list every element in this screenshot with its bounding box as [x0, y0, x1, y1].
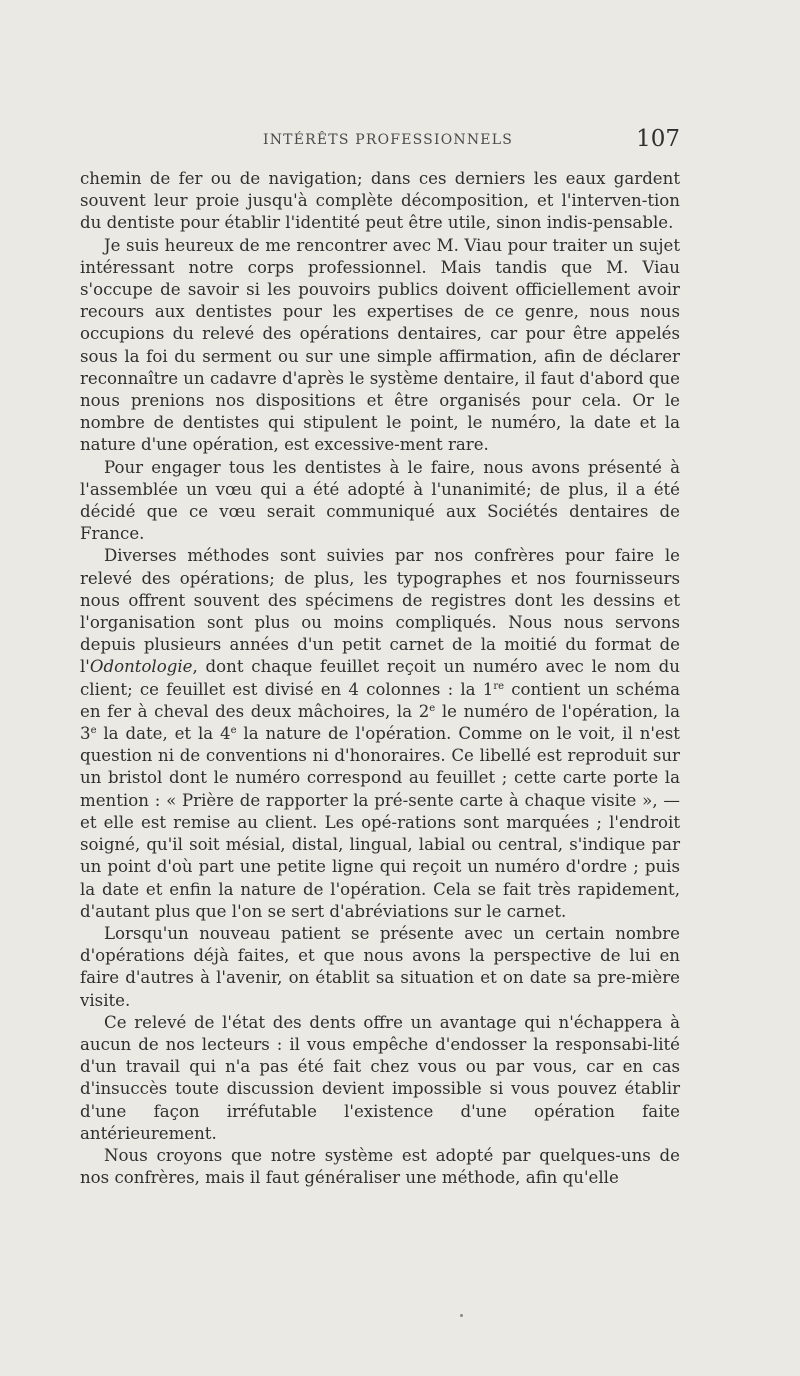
print-speck	[460, 1314, 463, 1317]
ordinal-suffix: e	[90, 725, 97, 737]
paragraph-continuation: chemin de fer ou de navigation; dans ces derniers les eaux gardent souvent leur proie jusqu'à complète décomposition, et l'interven-tion du dentiste pour établir l'identité peut être utile, sinon indis-pensable.	[80, 169, 680, 233]
ordinal-suffix: e	[429, 702, 436, 714]
body-text	[80, 168, 680, 1189]
journal-title: Odontologie	[89, 657, 193, 677]
page-header	[96, 128, 680, 152]
paragraph-viau: Je suis heureux de me rencontrer avec M. Viau pour traiter un sujet intéressant notre corps professionnel. Mais tandis que M. Viau s'occupe de savoir si les pouvoirs publics doivent officiellement avoir recours aux dentistes pour les expertises de ce genre, nous nous occupions du relevé des opérations dentaires, car pour être appelés sous la foi du serment ou sur une simple affirmation, afin de déclarer reconnaître un cadavre d'après le système dentaire, il faut d'abord que nous prenions nos dispositions et être organisés pour cela. Or le nombre de dentistes qui stipulent le point, le numéro, la date et la nature d'une opération, est excessive-ment rare.	[80, 235, 680, 455]
text-segment: la nature de l'opération. Comme on le voit, il n'est question ni de conventions ni d'honoraires. Ce libellé est reproduit sur un bristol dont le numéro correspond au feuillet ; cette carte porte la mention : « Prière de rapporter la pré-sente carte à chaque visite », — et elle est remise au client. Les opé-rations sont marquées ; l'endroit soigné, qu'il soit mésial, distal, lingual, labial ou central, s'indique par un point d'où part une petite ligne qui reçoit un numéro d'ordre ; puis la date et enfin la nature de l'opération. Cela se fait très rapidement, d'autant plus que l'on se sert d'abréviations sur le carnet.	[80, 724, 680, 921]
text-segment: contient un schéma en fer à cheval des deux mâchoires, la 2	[80, 679, 680, 721]
text-segment: le numéro de l'opération, la 3	[80, 701, 680, 744]
running-title: INTÉRÊTS PROFESSIONNELS	[262, 132, 513, 148]
paragraph-nouveau-patient: Lorsqu'un nouveau patient se présente avec un certain nombre d'opérations déjà faites, et que nous avons la perspective de lui en faire d'autres à l'avenir, on établit sa situation et on date sa pre-mière visite.	[80, 923, 680, 1010]
ordinal-suffix: re	[493, 680, 505, 692]
page-number: 107	[636, 126, 680, 152]
paragraph-methodes	[80, 545, 680, 922]
text-segment: la date, et la 4	[96, 724, 231, 744]
text-segment: , dont chaque feuillet reçoit un numéro avec le nom du client; ce feuillet est divisé en 4 colonnes : la 1	[80, 657, 680, 699]
paragraph-conclusion: Nous croyons que notre système est adopté par quelques-uns de nos confrères, mais il faut généraliser une méthode, afin qu'elle	[80, 1145, 680, 1188]
paragraph-voeu: Pour engager tous les dentistes à le faire, nous avons présenté à l'assemblée un vœu qui a été adopté à l'unanimité; de plus, il a été décidé que ce vœu serait communiqué aux Sociétés dentaires de France.	[80, 457, 680, 544]
text-segment: Diverses méthodes sont suivies par nos confrères pour faire le relevé des opérations; de plus, les typographes et nos fournisseurs nous offrent souvent des spécimens de registres dont les dessins et l'organisation sont plus ou moins compliqués. Nous nous servons depuis plusieurs années d'un petit carnet de la moitié du format de l'	[80, 546, 680, 677]
ordinal-suffix: e	[230, 725, 237, 737]
paragraph-avantage: Ce relevé de l'état des dents offre un avantage qui n'échappera à aucun de nos lecteurs : il vous empêche d'endosser la responsabi-lité d'un travail qui n'a pas été fait chez vous ou par vous, car en cas d'insuccès toute discussion devient impossible si vous pouvez établir d'une façon irréfutable l'existence d'une opération faite antérieurement.	[80, 1012, 680, 1143]
